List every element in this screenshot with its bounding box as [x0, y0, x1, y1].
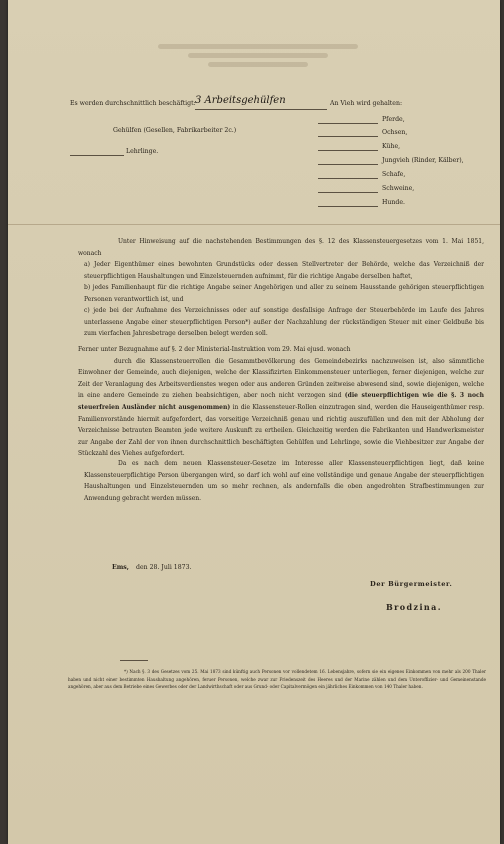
label-pigs: Schweine, — [382, 185, 415, 192]
date: den 28. Juli 1873. — [136, 564, 192, 571]
item-b — [84, 282, 484, 305]
item-a — [84, 259, 484, 282]
line-cows — [318, 150, 378, 151]
line-horses — [318, 123, 378, 124]
mayor-name: Brodzina. — [386, 602, 442, 612]
line-young — [318, 164, 378, 165]
handwritten-entry: 3 Arbeitsgehülfen — [195, 95, 286, 106]
item-c — [84, 305, 484, 340]
further-text-end: in die Klassensteuer-Rollen einzutragen sind, werden die Hauseigenthümer resp. Familienvorstände hiermit aufgefordert, das vorseitige Verzeichniß genau und richtig auszufüllen und den mit der Abholung der Verzeichnisse betrauten Beamten jede weitere Auskunft zu ertheilen. Gleichzeitig werden die Fabrikanten und Handwerksmeister zur Angabe der Zahl der von ihnen durchschnittlich beschäftigten Gehülfen und Lehrlinge, sowie die Viehbesitzer zur Angabe der Stückzahl des Viehes aufgefordert. — [78, 403, 484, 458]
apprentices-line — [70, 155, 124, 156]
further-paragraph — [78, 344, 484, 460]
intro-paragraph — [78, 236, 484, 259]
place: Ems, — [112, 564, 129, 571]
line-sheep — [318, 178, 378, 179]
item-a-text: a) Jeder Eigenthümer eines bewohnten Grundstücks oder dessen Stellvertreter der Behörde, welche das Verzeichniß der steuerpflichtigen Haushaltungen und Einzelsteuernden aufnimmt, für die richtige Angabe derselben haftet, — [84, 261, 484, 280]
further-intro: Ferner unter Bezugnahme auf §. 2 der Ministerial-Instruktion vom 29. Mai ejusd. wonach — [78, 346, 351, 353]
footnote-text: *) Nach §. 3 des Gesetzes vom 25. Mai 1873 sind künftig auch Personen vor vollendetem 16. Lebensjahre, sofern sie ein eigenes Einkommen von mehr als 200 Thaler haben und nicht einer bestimmten Haushaltung angehören, feruer Personen, welche zwar zur Friedenszeit des Heeres und der Marine zählen und dem Unteroffizier- und Gemeinenstande angehören, aber aus dem Betriebe eines Gewerbes oder der Landwirthschaft oder aus Grund- oder Capitalvermögen ein jährliches Einkommen von 140 Thaler haben. — [68, 669, 486, 690]
item-c-text: c) jede bei der Aufnahme des Verzeichnisses oder auf sonstige desfallsige Anfrage der Steuerbehörde im Laufe des Jahres unterlassene Angabe einer steuerpflichtigen Person*) außer der Nachzahlung der rückständigen Steuer mit einer Geldbuße bis zum vierfachen Jahresbetrage derselben belegt werden soll. — [84, 307, 484, 338]
closing-text: Da es nach dem neuen Klassensteuer-Gesetze im Interesse aller Klassensteuerpflichtigen liegt, daß keine Klassensteuerpflichtige Person übergangen wird, so darf ich wohl auf eine vollständige und genaue Angabe der steuerpflichtigen Haushaltungen und Einzelsteuernden um so mehr rechnen, als andernfalls die oben angedrohten Strafbestimmungen zur Anwendung gebracht werden müssen. — [84, 460, 484, 502]
label-oxen: Ochsen, — [382, 129, 408, 136]
label-dogs: Hunde. — [382, 199, 405, 206]
label-cows: Kühe, — [382, 143, 401, 150]
assistants-label: Gehülfen (Gesellen, Fabrikarbeiter 2c.) — [113, 127, 237, 134]
bleed-through-text — [158, 40, 358, 80]
label-sheep: Schafe, — [382, 171, 406, 178]
line-pigs — [318, 192, 378, 193]
label-horses: Pferde, — [382, 116, 405, 123]
document-page — [8, 0, 500, 844]
cattle-label: An Vieh wird gehalten: — [330, 100, 403, 107]
fold-line — [8, 224, 500, 225]
footnote-separator — [120, 660, 148, 661]
intro-text: Unter Hinweisung auf die nachstehenden Bestimmungen des §. 12 des Klassensteuergesetzes vom 1. Mai 1851, wonach — [78, 238, 484, 257]
entry-line — [195, 109, 327, 110]
line-dogs — [318, 206, 378, 207]
item-b-text: b) jedes Familienhaupt für die richtige Angabe seiner Angehörigen und aller zu seinem Hausstande gehörigen steuerpflichtigen Personen verantwortlich ist, und — [84, 284, 484, 303]
bold-clause: (die steuerpflichtigen wie die §. 3 noch steuerfreien Ausländer nicht ausgenommen) — [78, 392, 484, 411]
closing-paragraph — [84, 458, 484, 504]
line-oxen — [318, 136, 378, 137]
employed-label: Es werden durchschnittlich beschäftigt: — [70, 100, 196, 107]
mayor-title: Der Bürgermeister. — [370, 580, 453, 588]
apprentices-label: Lehrlinge. — [126, 148, 159, 155]
footnote — [68, 668, 486, 691]
further-text: durch die Klassensteuerrollen die Gesammtbevölkerung des Gemeindebezirks nachzuweisen ist, also sämmtliche Einwohner der Gemeinde, auch diejenigen, welche der Klassifizirten Einkommensteuer unterliegen, ferner diejenigen, welche zur Zeit der Veranlagung des Arbeitsverdienstes wegen oder aus anderen Gründen zeitweise abwesend sind, sowie diejenigen, welche in eine andere Gemeinde zu ziehen beabsichtigen, aber noch nicht verzogen sind — [78, 357, 484, 400]
label-young: Jungvieh (Rinder, Kälber), — [382, 157, 464, 164]
